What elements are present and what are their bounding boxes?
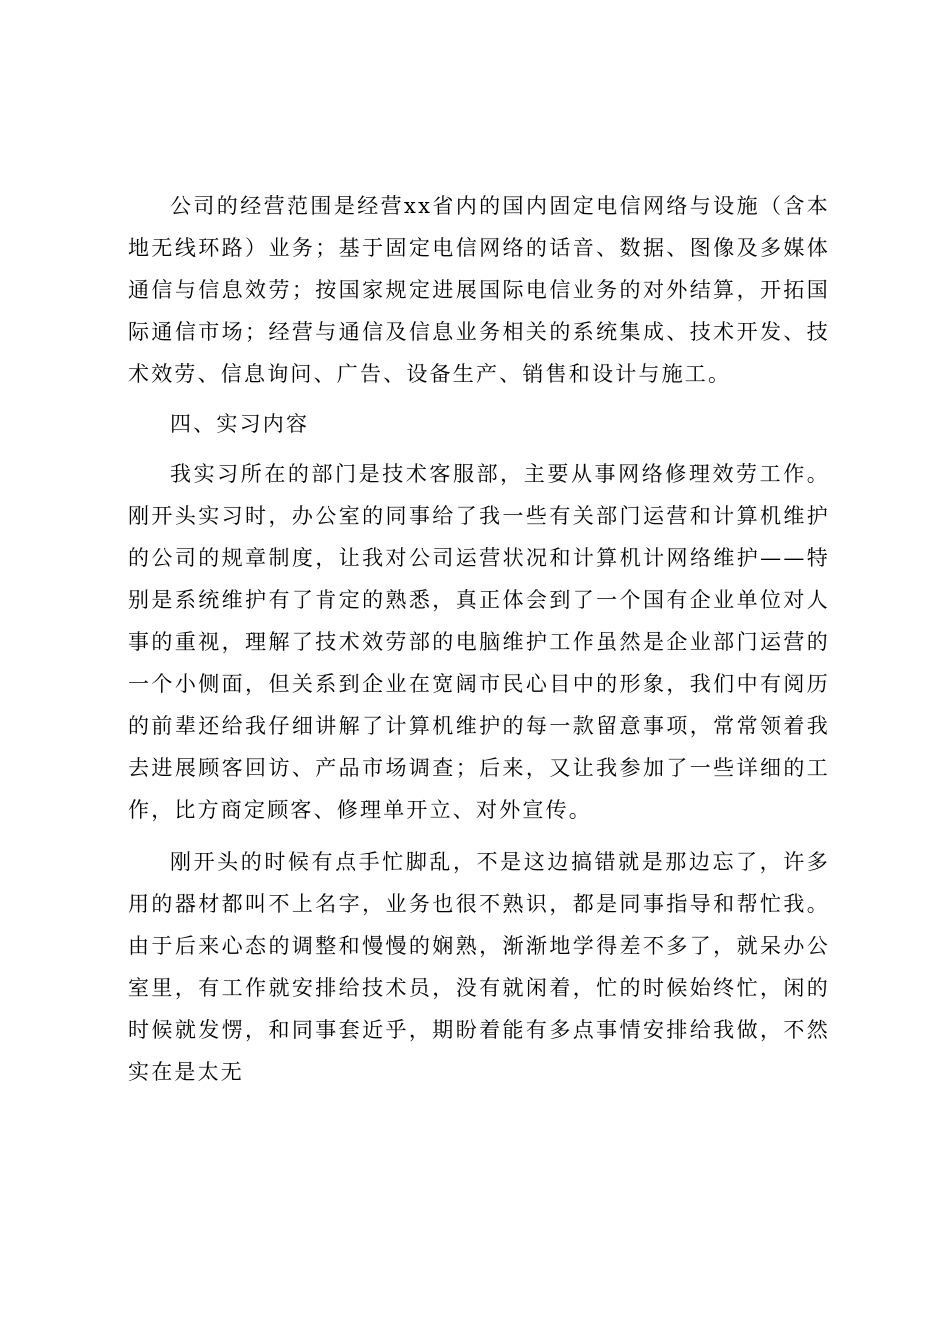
paragraph-business-scope: 公司的经营范围是经营xx省内的国内固定电信网络与设施（含本地无线环路）业务；基于固定电信网络的话音、数据、图像及多媒体通信与信息效劳；按国家规定进展国际电信业务的对外结算，开拓国际通信市场；经营与通信及信息业务相关的系统集成、技术开发、技术效劳、信息询问、广告、设备生产、销售和设计与施工。 <box>128 194 830 386</box>
document-body <box>128 185 830 1093</box>
paragraph-internship-experience: 刚开头的时候有点手忙脚乱，不是这边搞错就是那边忘了，许多用的器材都叫不上名字，业务也很不熟识，都是同事指导和帮忙我。由于后来心态的调整和慢慢的娴熟，渐渐地学得差不多了，就呆办公室里，有工作就安排给技术员，没有就闲着，忙的时候始终忙，闲的时候就发愣，和同事套近乎，期盼着能有多点事情安排给我做，不然实在是太无 <box>128 850 830 1084</box>
section-heading-internship-content: 四、实习内容 <box>170 412 310 436</box>
paragraph-internship-department: 我实习所在的部门是技术客服部，主要从事网络修理效劳工作。刚开头实习时，办公室的同事给了我一些有关部门运营和计算机维护的公司的规章制度，让我对公司运营状况和计算机计网络维护——特别是系统维护有了肯定的熟悉，真正体会到了一个国有企业单位对人事的重视，理解了技术效劳部的电脑维护工作虽然是企业部门运营的一个小侧面，但关系到企业在宽阔市民心目中的形象，我们中有阅历的前辈还给我仔细讲解了计算机维护的每一款留意事项，常常领着我去进展顾客回访、产品市场调查；后来，又让我参加了一些详细的工作，比方商定顾客、修理单开立、对外宣传。 <box>128 462 830 822</box>
